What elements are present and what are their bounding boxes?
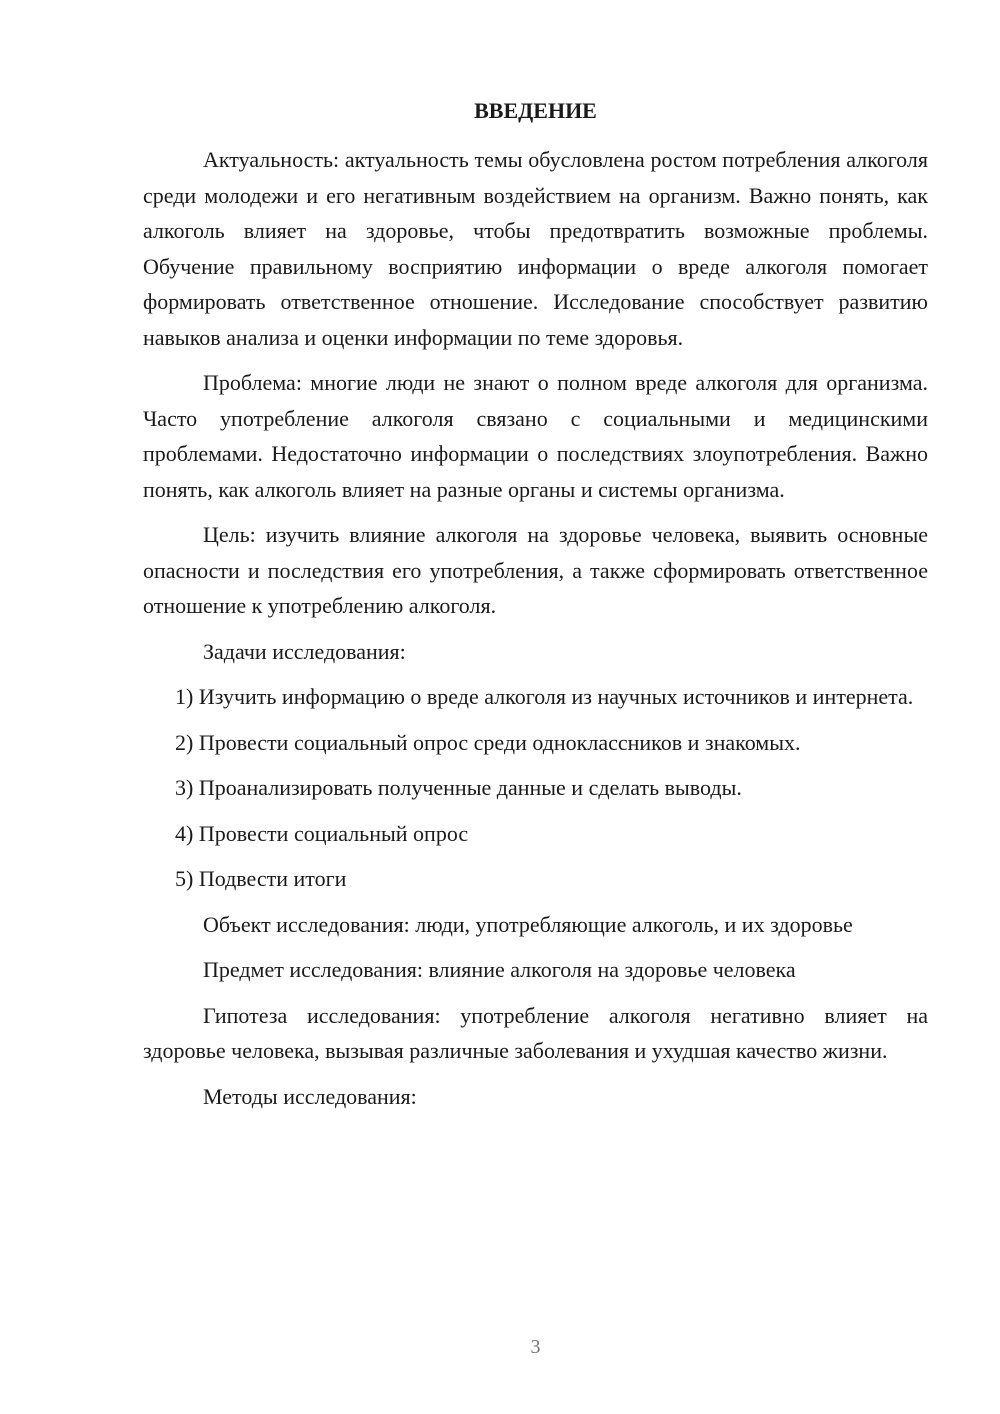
paragraph-subject: Предмет исследования: влияние алкоголя на здоровье человека: [203, 957, 796, 982]
task-item-3: 3) Проанализировать полученные данные и сделать выводы.: [175, 775, 742, 800]
task-item-5: 5) Подвести итоги: [175, 866, 347, 891]
page-title: ВВЕДЕНИЕ: [474, 98, 597, 123]
paragraph-goal: Цель: изучить влияние алкоголя на здоровье человека, выявить основные опасности и последствия его употребления, а также сформировать ответственное отношение к употреблению алкоголя.: [143, 522, 928, 618]
paragraph-methods: Методы исследования:: [203, 1083, 417, 1109]
page-number: 3: [530, 1336, 541, 1358]
task-item-1: 1) Изучить информацию о вреде алкоголя из научных источников и интернета.: [175, 684, 914, 709]
document-body: [143, 142, 928, 1114]
task-item-2: 2) Провести социальный опрос среди одноклассников и знакомых.: [175, 729, 801, 755]
paragraph-tasks-heading: Задачи исследования:: [203, 638, 406, 664]
paragraph-problem: Проблема: многие люди не знают о полном вреде алкоголя для организма. Часто употребление алкоголя связано с социальными и медицинскими проблемами. Недостаточно информации о последствиях злоупотребления. Важно понять, как алкоголь влияет на разные органы и системы организма.: [143, 370, 928, 502]
paragraph-hypothesis: Гипотеза исследования: употребление алкоголя негативно влияет на здоровье человека, вызывая различные заболевания и ухудшая качество жизни.: [143, 1002, 928, 1063]
paragraph-relevance: Актуальность: актуальность темы обусловлена ростом потребления алкоголя среди молодежи и его негативным воздействием на организм. Важно понять, как алкоголь влияет на здоровье, чтобы предотвратить возможные проблемы. Обучение правильному восприятию информации о вреде алкоголя помогает формировать ответственное отношение. Исследование способствует развитию навыков анализа и оценки информации по теме здоровья.: [143, 147, 928, 350]
paragraph-object: Объект исследования: люди, употребляющие алкоголь, и их здоровье: [203, 911, 853, 937]
task-item-4: 4) Провести социальный опрос: [175, 820, 469, 846]
